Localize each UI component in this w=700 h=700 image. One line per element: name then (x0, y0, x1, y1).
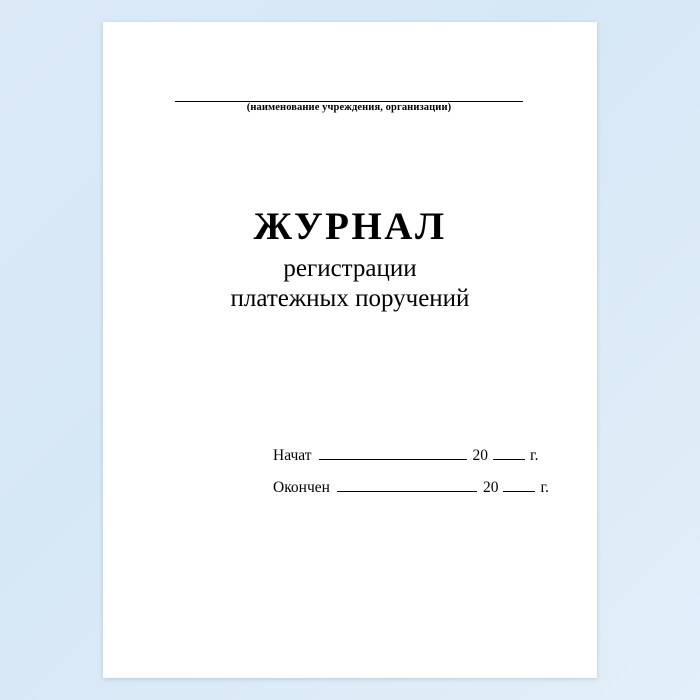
finished-date-row (103, 479, 597, 497)
finished-label: Окончен (273, 479, 330, 496)
finished-year-prefix: 20 (482, 479, 499, 496)
started-date-rule (319, 459, 467, 460)
date-fields (103, 447, 597, 511)
page-title: ЖУРНАЛ (253, 205, 447, 248)
started-label: Начат (273, 447, 312, 464)
page-subtitle-line-2: платежных поручений (230, 285, 470, 313)
started-year-suffix: г. (530, 447, 539, 464)
document-page (103, 22, 597, 678)
started-year-prefix: 20 (472, 447, 489, 464)
organization-name-caption: (наименование учреждения, организации) (246, 102, 452, 113)
page-subtitle-line-1: регистрации (283, 254, 417, 282)
title-block (103, 207, 597, 315)
finished-year-suffix: г. (540, 479, 549, 496)
started-date-row (103, 447, 597, 465)
finished-date-rule (337, 491, 477, 492)
finished-year-rule (503, 491, 535, 492)
started-year-rule (493, 459, 525, 460)
